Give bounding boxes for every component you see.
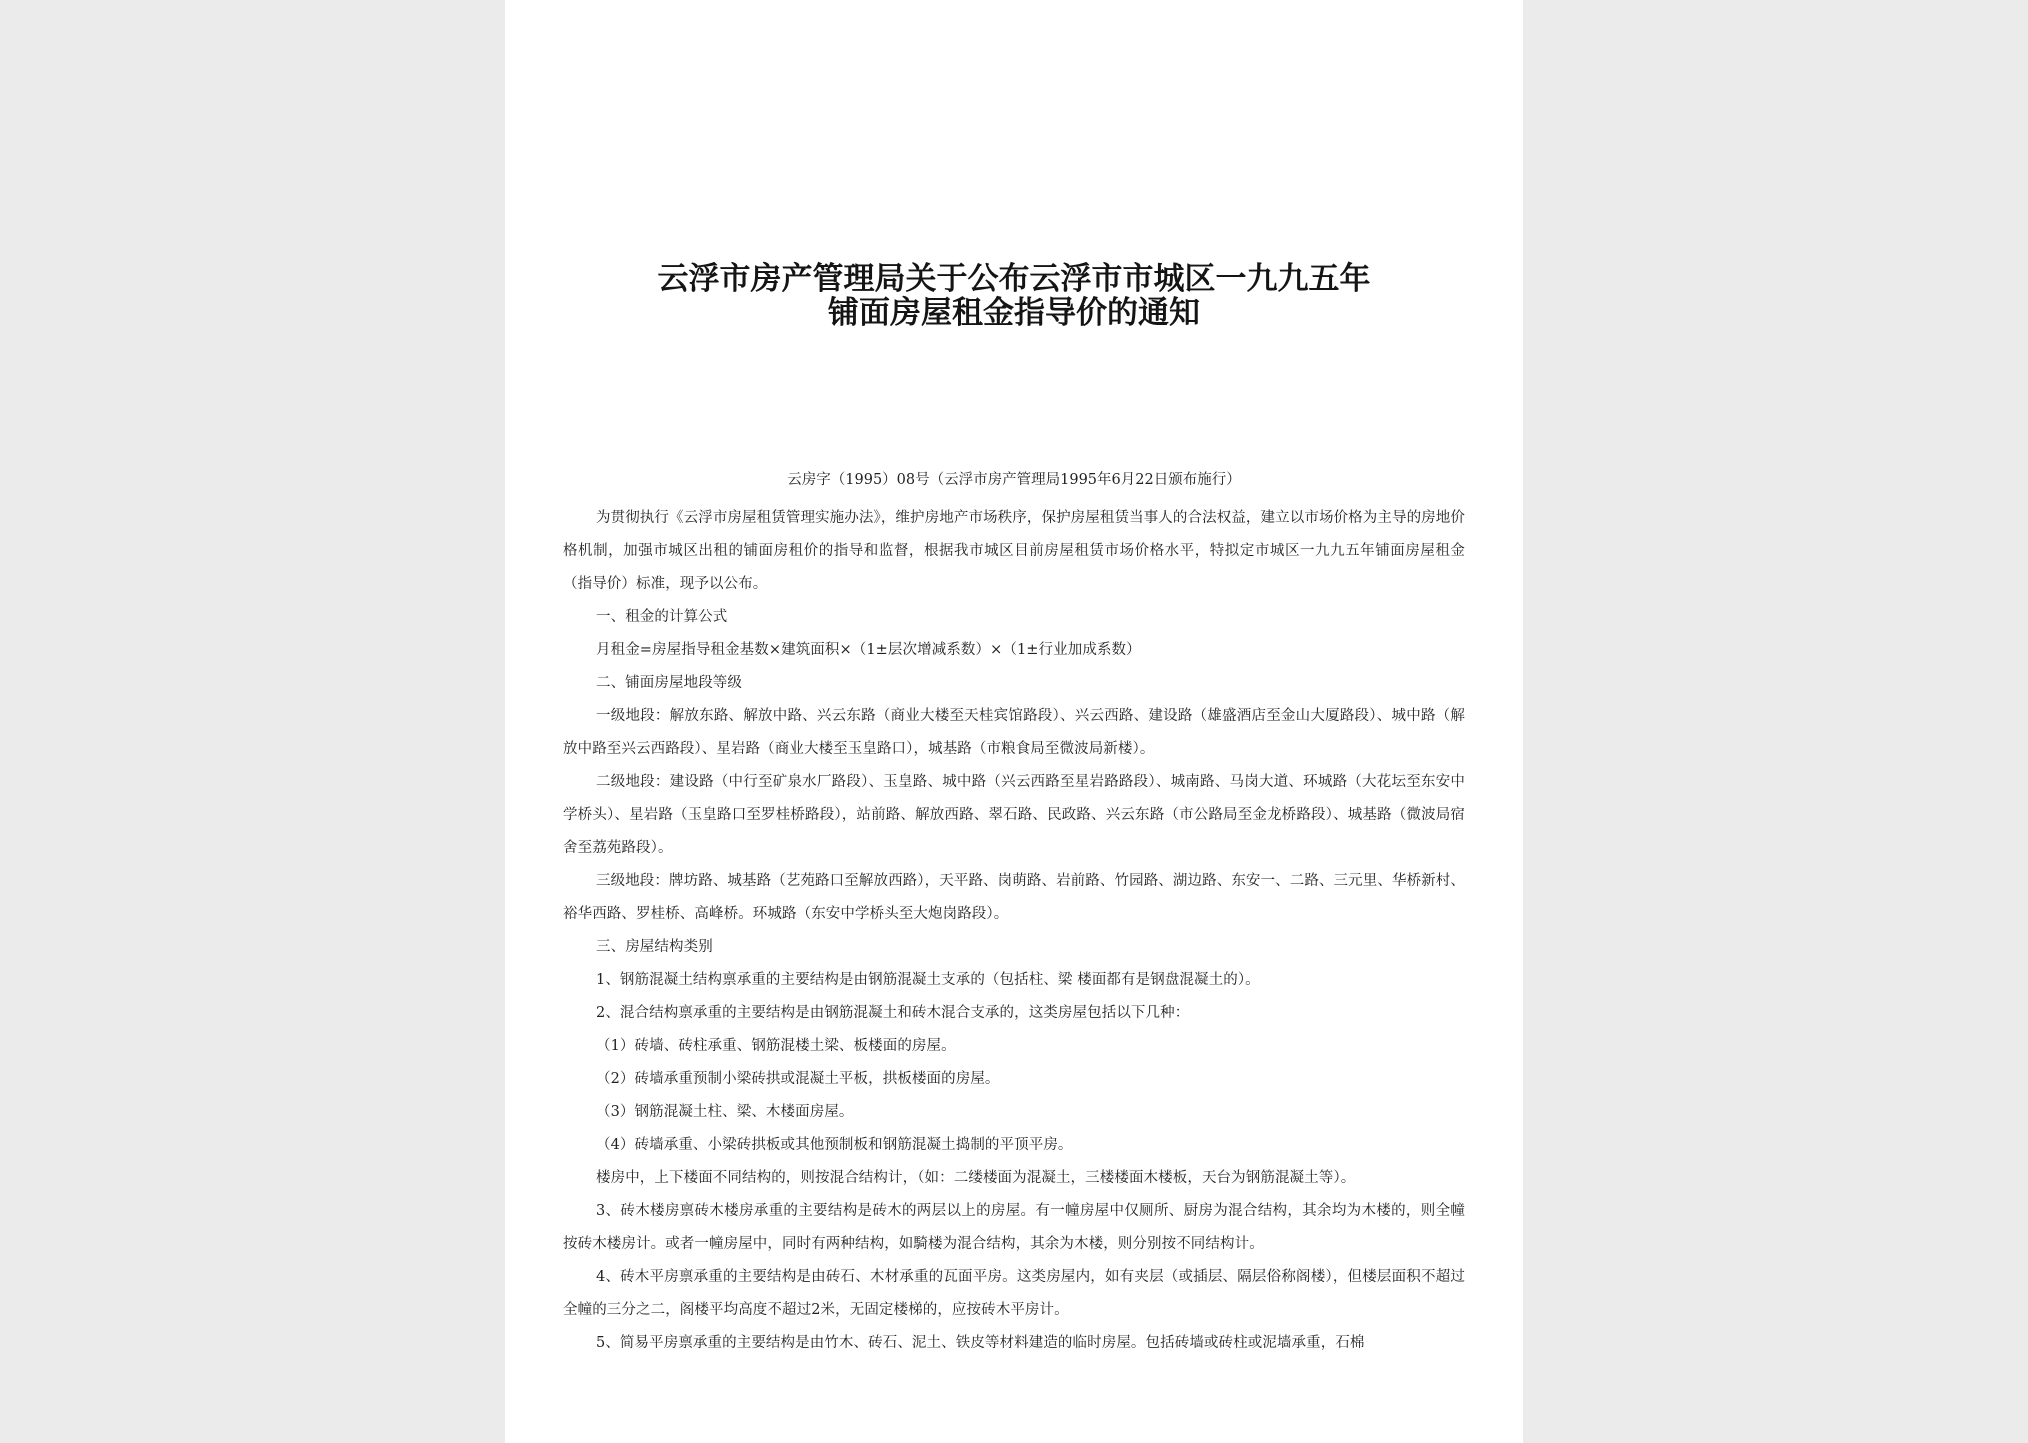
- document-page: [505, 0, 1523, 1443]
- section-heading-structure-types: 三、房屋结构类别: [596, 939, 713, 955]
- title-line-2: 铺面房屋租金指导价的通知: [828, 295, 1200, 331]
- document-number: 云房字（1995）08号（云浮市房产管理局1995年6月22日颁布施行）: [787, 472, 1241, 488]
- section-heading-rent-formula: 一、租金的计算公式: [596, 609, 728, 625]
- paragraph-rent-formula: 月租金=房屋指导租金基数×建筑面积×（1±层次增减系数）×（1±行业加成系数）: [596, 642, 1141, 658]
- document-title: [563, 0, 1465, 330]
- paragraph-structure-5: 5、简易平房禀承重的主要结构是由竹木、砖石、泥土、铁皮等材料建造的临时房屋。包括砖墙或砖柱或泥墙承重，石棉: [596, 1335, 1365, 1351]
- paragraph-grade-2: 二级地段：建设路（中行至矿泉水厂路段）、玉皇路、城中路（兴云西路至星岩路路段）、城南路、马岗大道、环城路（大花坛至东安中学桥头）、星岩路（玉皇路口至罗桂桥路段），站前路、解放西路、翠石路、民政路、兴云东路（市公路局至金龙桥路段）、城基路（微波局宿舍至荔苑路段）。: [563, 774, 1465, 856]
- paragraph-structure-2-1: （1）砖墙、砖柱承重、钢筋混楼土梁、板楼面的房屋。: [596, 1038, 956, 1054]
- paragraph-grade-3: 三级地段：牌坊路、城基路（艺苑路口至解放西路），天平路、岗萌路、岩前路、竹园路、湖边路、东安一、二路、三元里、华桥新村、裕华西路、罗桂桥、高峰桥。环城路（东安中学桥头至大炮岗路段）。: [563, 873, 1465, 922]
- paragraph-grade-1: 一级地段：解放东路、解放中路、兴云东路（商业大楼至天桂宾馆路段）、兴云西路、建设路（雄盛酒店至金山大厦路段）、城中路（解放中路至兴云西路段）、星岩路（商业大楼至玉皇路口），城基路（市粮食局至微波局新楼）。: [563, 708, 1465, 757]
- paragraph-structure-1: 1、钢筋混凝土结构禀承重的主要结构是由钢筋混凝土支承的（包括柱、梁 楼面都有是钢盘混凝土的）。: [596, 972, 1260, 988]
- title-line-1: 云浮市房产管理局关于公布云浮市市城区一九九五年: [657, 261, 1371, 297]
- document-body: [563, 502, 1465, 1360]
- paragraph-structure-2: 2、混合结构禀承重的主要结构是由钢筋混凝土和砖木混合支承的，这类房屋包括以下几种：: [596, 1005, 1190, 1021]
- paragraph-structure-2-2: （2）砖墙承重预制小梁砖拱或混凝土平板，拱板楼面的房屋。: [596, 1071, 1000, 1087]
- paragraph-mixed-floors: 楼房中，上下楼面不同结构的，则按混合结构计，（如：二缕楼面为混凝土，三楼楼面木楼板，天台为钢筋混凝土等）。: [596, 1170, 1356, 1186]
- paragraph-structure-2-4: （4）砖墙承重、小梁砖拱板或其他预制板和钢筋混凝土捣制的平顶平房。: [596, 1137, 1073, 1153]
- section-heading-location-grades: 二、铺面房屋地段等级: [596, 675, 742, 691]
- paragraph-structure-4: 4、砖木平房禀承重的主要结构是由砖石、木材承重的瓦面平房。这类房屋内，如有夹层（或插层、隔层俗称阁楼），但楼层面积不超过全幢的三分之二，阁楼平均高度不超过2米，无固定楼梯的，应按砖木平房计。: [563, 1269, 1465, 1318]
- paragraph-structure-3: 3、砖木楼房禀砖木楼房承重的主要结构是砖木的两层以上的房屋。有一幢房屋中仅厕所、厨房为混合结构，其余均为木楼的，则全幢按砖木楼房计。或者一幢房屋中，同时有两种结构，如騎楼为混合结构，其余为木楼，则分别按不同结构计。: [563, 1203, 1465, 1252]
- paragraph-preamble: 为贯彻执行《云浮市房屋租赁管理实施办法》，维护房地产市场秩序，保护房屋租赁当事人的合法权益，建立以市场价格为主导的房地价格机制，加强市城区出租的铺面房租价的指导和监督，根据我市城区目前房屋租赁市场价格水平，特拟定市城区一九九五年铺面房屋租金（指导价）标准，现予以公布。: [563, 510, 1465, 592]
- paragraph-structure-2-3: （3）钢筋混凝土柱、梁、木楼面房屋。: [596, 1104, 854, 1120]
